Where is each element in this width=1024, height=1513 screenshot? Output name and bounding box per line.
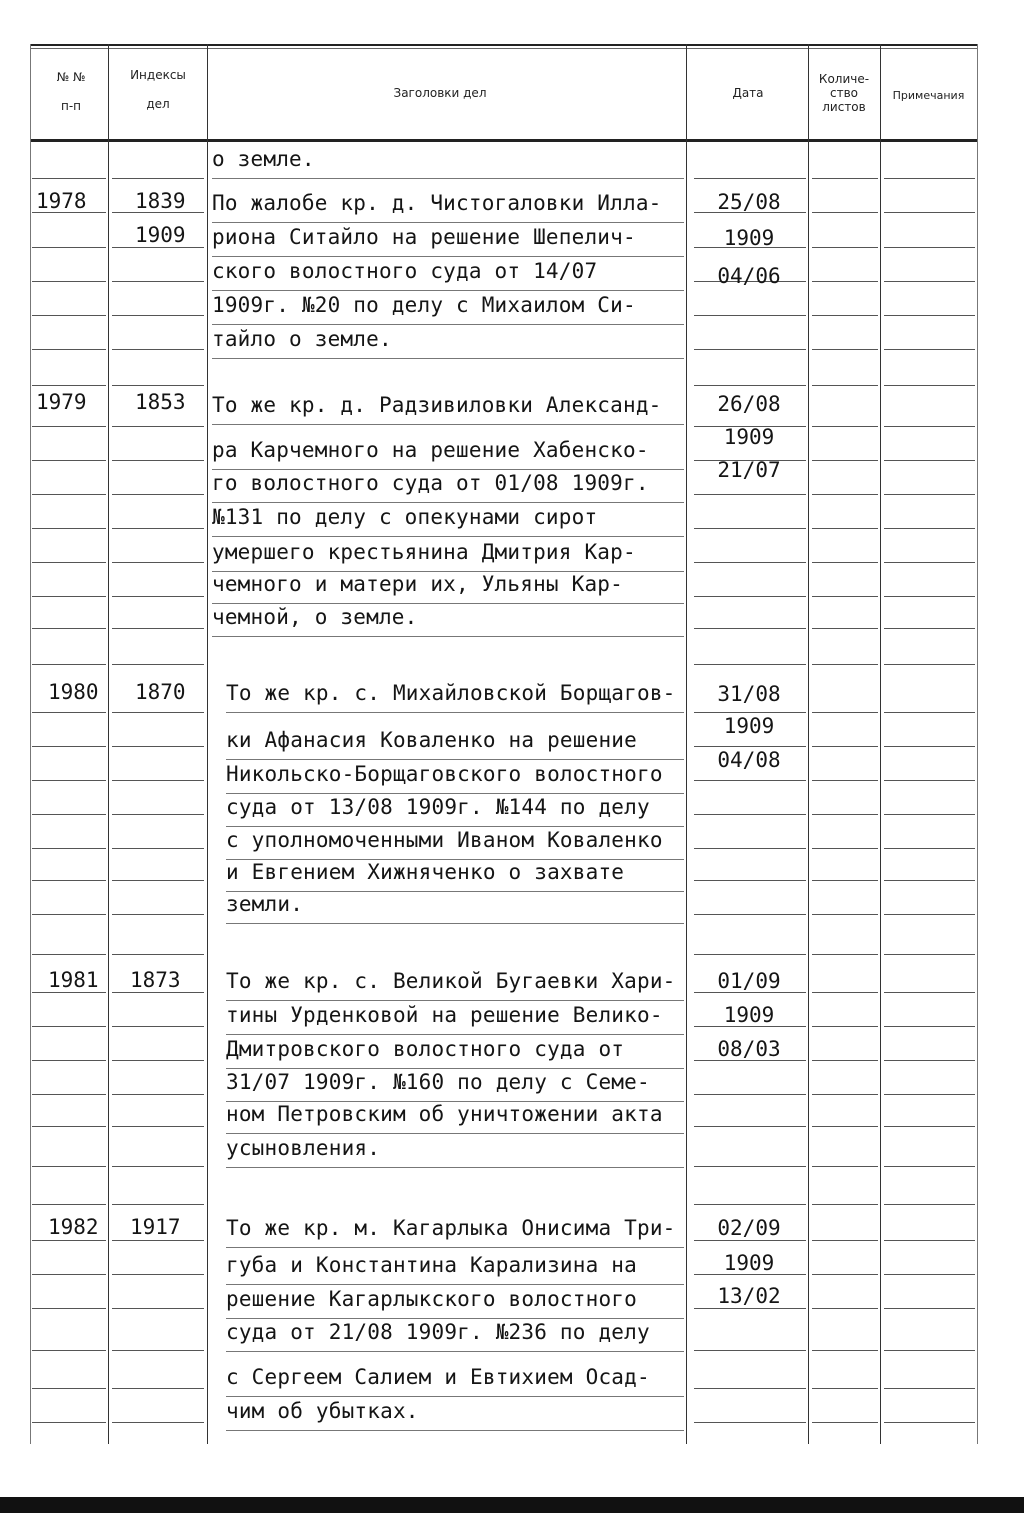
ruled-line [884,1204,975,1205]
entry-title-line [226,1068,684,1096]
ruled-line [694,178,806,179]
ruled-line [884,628,975,629]
header-col-num-label: № № [56,70,86,84]
ruled-line [112,954,204,955]
title-text: го волостного суда от 01/08 1909г. [212,471,649,495]
ruled-line [32,1126,106,1127]
entry-title-line [212,538,684,566]
ruled-line [812,1166,878,1167]
ruled-line [32,914,106,915]
ruled-line [112,426,204,427]
ruled-line [32,494,106,495]
ruled-line [884,494,975,495]
entry-title-line [226,1397,684,1425]
ruled-line [32,664,106,665]
entry-index: 1870 [135,680,186,704]
ruled-line [32,596,106,597]
entry-title-line [226,726,684,754]
column-border [108,44,109,1444]
ruled-line [884,1094,975,1095]
entry-date-year: 1909 [723,226,775,250]
ruled-line [694,315,806,316]
title-text: с уполномоченными Иваном Коваленко [226,828,663,852]
ruled-line [32,528,106,529]
ruled-line [812,247,878,248]
entry-title-line [212,189,684,217]
ruled-line [694,385,806,386]
ruled-line [32,1350,106,1351]
ruled-line [812,712,878,713]
title-text: По жалобе кр. д. Чистогаловки Илла- [212,191,662,215]
title-text: губа и Константина Карализина на [226,1253,637,1277]
entry-title-line [212,291,684,319]
entry-title-line [226,826,684,854]
ruled-line [812,1204,878,1205]
ruled-line [32,1166,106,1167]
ruled-line [112,746,204,747]
ruled-line [884,664,975,665]
ruled-line [812,1388,878,1389]
ruled-line [812,880,878,881]
entry-number: 1982 [48,1215,99,1239]
ruled-line [32,848,106,849]
ruled-line [884,1060,975,1061]
ruled-line [812,178,878,179]
ruled-line [812,848,878,849]
ruled-line [884,426,975,427]
title-text: 31/07 1909г. №160 по делу с Семе- [226,1070,650,1094]
title-text: То же кр. д. Радзивиловки Александ- [212,393,662,417]
ruled-line [112,1026,204,1027]
ruled-line [884,596,975,597]
ruled-line [32,1388,106,1389]
ruled-line [694,1350,806,1351]
continuation-text: о земле. [212,147,315,171]
ruled-line [812,780,878,781]
entry-date-decision: 04/08 [717,748,781,772]
ruled-line [694,596,806,597]
ruled-line [112,1274,204,1275]
title-text: То же кр. с. Михайловской Борщагов- [226,681,676,705]
entry-date-decision: 04/06 [717,264,781,288]
ruled-line [694,562,806,563]
ruled-line [812,1094,878,1095]
entry-title-line [212,257,684,285]
header-col-count-1: Количе- [818,72,870,86]
ruled-line [812,664,878,665]
entry-number: 1981 [48,968,99,992]
entry-date-received: 02/09 [717,1216,781,1240]
title-text: чемного и матери их, Ульяны Кар- [212,572,623,596]
ruled-line [112,528,204,529]
entry-title-line [226,890,684,918]
ruled-line [884,281,975,282]
entry-number: 1979 [36,390,87,414]
ruled-line [812,385,878,386]
entry-date-received: 01/09 [717,969,781,993]
ruled-line [32,1308,106,1309]
entry-title-line [212,469,684,497]
ruled-line [32,178,106,179]
ruled-line [884,880,975,881]
entry-date-received: 25/08 [717,190,781,214]
entry-title-line [226,967,684,995]
entry-date-decision: 13/02 [717,1284,781,1308]
entry-title-line [212,603,684,631]
entry-number: 1978 [36,189,87,213]
ruled-line [884,992,975,993]
ruled-line [32,814,106,815]
title-text: ки Афанасия Коваленко на решение [226,728,637,752]
title-text: Дмитровского волостного суда от [226,1037,625,1061]
ruled-line [884,1422,975,1423]
title-text: решение Кагарлыкского волостного [226,1287,637,1311]
entry-date-year: 1909 [723,1251,775,1275]
ruled-line [812,528,878,529]
entry-date-year: 1909 [723,425,775,449]
ruled-line [694,349,806,350]
ruled-line [694,914,806,915]
entry-title-line [226,1318,684,1346]
ruled-line [812,814,878,815]
title-text: чемной, о земле. [212,605,418,629]
ruled-line [112,848,204,849]
ruled-line [884,1388,975,1389]
title-text: 1909г. №20 по делу с Михаилом Си- [212,293,636,317]
header-col-title: Заголовки дел [393,86,487,100]
title-text: тайло о земле. [212,327,392,351]
ruled-line [32,1060,106,1061]
entry-title-line [226,1251,684,1279]
ruled-line [812,1274,878,1275]
ruled-line [32,880,106,881]
entry-title-line [212,325,684,353]
ruled-line [812,315,878,316]
top-border-inner [30,48,978,49]
ruled-line [884,1240,975,1241]
ruled-line [32,1094,106,1095]
ruled-line [884,349,975,350]
header-col-index-label: Индексы [130,68,186,82]
ruled-line [884,1026,975,1027]
ruled-line [884,848,975,849]
ruled-line [32,1026,106,1027]
ruled-line [112,281,204,282]
entry-index: 1853 [135,390,186,414]
entry-title-line [212,570,684,598]
ruled-line [112,628,204,629]
ruled-line [32,315,106,316]
top-border [30,44,978,46]
ruled-line [812,992,878,993]
entry-index: 1839 [135,189,186,213]
ruled-line [812,1350,878,1351]
entry-date-year: 1909 [723,714,775,738]
header-col-index [110,68,206,112]
ruled-line [112,1388,204,1389]
ruled-line [694,528,806,529]
ruled-line [112,1422,204,1423]
title-text: №131 по делу с опекунами сирот [212,505,598,529]
entry-title-line [212,223,684,251]
ruled-line [112,880,204,881]
ruled-line [32,954,106,955]
ruled-line [812,954,878,955]
header-col-count-3: листов [822,100,866,114]
header-col-num [36,70,106,114]
ruled-line [812,1026,878,1027]
ruled-line [32,247,106,248]
entry-title-line [226,1134,684,1162]
entry-date-decision: 21/07 [717,458,781,482]
ruled-line [884,528,975,529]
entry-title-line [226,1100,684,1128]
ruled-line [112,596,204,597]
ruled-line [32,385,106,386]
header-col-notes: Примечания [892,89,965,102]
ruled-line [812,349,878,350]
title-text: земли. [226,892,304,916]
ruled-line [112,1350,204,1351]
column-border [207,44,208,1444]
ruled-line [32,746,106,747]
ruled-line [112,349,204,350]
ruled-line [812,212,878,213]
column-border [30,44,31,1444]
ruled-line [812,1060,878,1061]
header-col-count [810,72,878,114]
header-col-num-sub: п-п [60,99,82,113]
ruled-line [884,247,975,248]
ruled-line [812,596,878,597]
title-text: То же кр. м. Кагарлыка Онисима Три- [226,1216,676,1240]
ruled-line [112,1308,204,1309]
ruled-line [812,1308,878,1309]
ruled-line [32,1274,106,1275]
column-border [808,44,809,1444]
ruled-line [812,494,878,495]
entry-title-line [226,1001,684,1029]
ruled-line [884,212,975,213]
title-text: с Сергеем Салием и Евтихием Осад- [226,1365,650,1389]
entry-title-line [226,1214,684,1242]
title-text: и Евгением Хижняченко о захвате [226,860,625,884]
ruled-line [694,880,806,881]
ruled-line [694,1166,806,1167]
ruled-line [884,1350,975,1351]
entry-title-line [226,793,684,821]
header-divider [30,139,978,142]
entry-date-received: 31/08 [717,682,781,706]
ruled-line [694,628,806,629]
header-col-date: Дата [732,86,764,100]
ruled-line [112,914,204,915]
ruled-line [884,954,975,955]
ruled-line [694,780,806,781]
ruled-line [694,1204,806,1205]
ruled-line [112,664,204,665]
title-text: ра Карчемного на решение Хабенско- [212,438,649,462]
ruled-line [112,562,204,563]
ruled-line [694,1094,806,1095]
ruled-line [32,349,106,350]
ruled-line [694,1126,806,1127]
title-text: ном Петровским об уничтожении акта [226,1102,663,1126]
entry-date-year: 1909 [723,1003,775,1027]
ruled-line [884,1274,975,1275]
ruled-line [112,1094,204,1095]
ruled-line [112,385,204,386]
ruled-line [32,281,106,282]
ruled-line [32,1422,106,1423]
title-text: усыновления. [226,1136,381,1160]
header-col-index-sub: дел [146,97,170,111]
entry-index-extra: 1909 [135,223,186,247]
title-text: чим об убытках. [226,1399,419,1423]
title-text: То же кр. с. Великой Бугаевки Хари- [226,969,676,993]
entry-title-line [212,503,684,531]
column-border [880,44,881,1444]
ruled-line [812,628,878,629]
entry-date-received: 26/08 [717,392,781,416]
ruled-line [112,1204,204,1205]
ruled-line [884,914,975,915]
ruled-line [112,494,204,495]
ruled-line [694,664,806,665]
ruled-line [884,385,975,386]
ruled-line [112,315,204,316]
title-text: тины Урденковой на решение Велико- [226,1003,663,1027]
ruled-line [884,780,975,781]
ruled-line [694,954,806,955]
entry-title-line [212,436,684,464]
ruled-line [694,1422,806,1423]
title-text: суда от 13/08 1909г. №144 по делу [226,795,650,819]
ruled-line [884,315,975,316]
title-text: Никольско-Борщаговского волостного [226,762,663,786]
ruled-line [112,460,204,461]
ruled-line [812,460,878,461]
ruled-line [694,494,806,495]
column-border [686,44,687,1444]
ruled-line [32,1204,106,1205]
ruled-line [884,1126,975,1127]
entry-title-line [226,760,684,788]
scan-bottom-edge [0,1497,1024,1513]
entry-index: 1873 [130,968,181,992]
ruled-line [884,178,975,179]
title-text: суда от 21/08 1909г. №236 по делу [226,1320,650,1344]
entry-title-line [226,858,684,886]
ruled-line [32,780,106,781]
title-text: риона Ситайло на решение Шепелич- [212,225,636,249]
ruled-line [812,914,878,915]
ruled-line [112,712,204,713]
entry-title-line [226,679,684,707]
title-text: ского волостного суда от 14/07 [212,259,598,283]
ruled-line [812,426,878,427]
entry-title-line [226,1285,684,1313]
ruled-line [112,1060,204,1061]
entry-date-decision: 08/03 [717,1037,781,1061]
ruled-line [32,628,106,629]
ruled-line [112,814,204,815]
entry-number: 1980 [48,680,99,704]
header-col-count-2: ство [829,86,858,100]
entry-title-line [226,1363,684,1391]
ruled-line [32,562,106,563]
ruled-line [812,562,878,563]
ruled-line [112,1126,204,1127]
ruled-line [32,426,106,427]
entry-title-line [226,1035,684,1063]
ruled-line [884,814,975,815]
column-border [977,44,978,1444]
ruled-line [884,1166,975,1167]
entry-title-line [212,391,684,419]
ruled-line [812,1422,878,1423]
ruled-line [812,1126,878,1127]
ruled-line [32,712,106,713]
ruled-line [884,460,975,461]
ruled-line [112,1166,204,1167]
entry-index: 1917 [130,1215,181,1239]
continuation-line [212,145,684,173]
ruled-line [694,814,806,815]
ruled-line [812,281,878,282]
ruled-line [694,1388,806,1389]
ruled-line [812,746,878,747]
ruled-line [112,178,204,179]
ruled-line [884,1308,975,1309]
ruled-line [32,460,106,461]
ruled-line [112,780,204,781]
ruled-line [694,848,806,849]
ruled-line [812,1240,878,1241]
ruled-line [884,562,975,563]
ruled-line [884,712,975,713]
title-text: умершего крестьянина Дмитрия Кар- [212,540,636,564]
ruled-line [884,746,975,747]
